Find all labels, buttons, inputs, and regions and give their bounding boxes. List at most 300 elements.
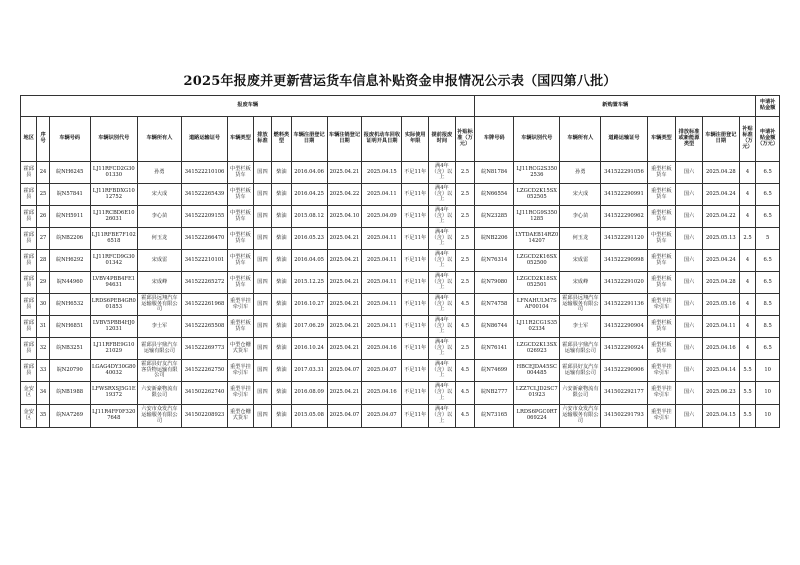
table-cell: 10 bbox=[756, 405, 780, 428]
table-cell: LZGCD2K16SX052500 bbox=[514, 250, 560, 272]
table-cell: 国六 bbox=[676, 250, 703, 272]
table-cell: 霍邱县好友汽车客货物运输有限公司 bbox=[137, 360, 181, 382]
table-cell: 5 bbox=[756, 228, 780, 250]
table-cell: 4.5 bbox=[455, 316, 475, 338]
table-cell: LVBV5PBB4HJ012031 bbox=[90, 316, 137, 338]
table-cell: 何玉龙 bbox=[560, 228, 601, 250]
table-cell: 满4年（含）以上 bbox=[429, 206, 456, 228]
table-cell: 2025.04.07 bbox=[327, 405, 362, 428]
table-cell: 6.5 bbox=[756, 184, 780, 206]
table-cell: 宋成峰 bbox=[137, 272, 181, 294]
table-cell: 341522262750 bbox=[181, 360, 227, 382]
table-cell: 2025.04.11 bbox=[362, 250, 402, 272]
table-cell: 2.5 bbox=[455, 184, 475, 206]
page-title: 2025年报废并更新营运货车信息补贴资金申报情况公示表（国四第八批） bbox=[183, 74, 617, 89]
column-header: 车辆所有人 bbox=[137, 117, 181, 162]
table-cell: 柴油 bbox=[272, 360, 291, 382]
column-header: 车辆所有人 bbox=[560, 117, 601, 162]
table-cell: 2025.04.21 bbox=[327, 250, 362, 272]
table-cell: 皖N76141 bbox=[475, 338, 514, 360]
table-cell: 2025.04.28 bbox=[702, 272, 739, 294]
table-cell: 重型半挂牵引车 bbox=[647, 360, 676, 382]
table-cell: 2016.10.27 bbox=[291, 294, 327, 316]
table-cell: 柴油 bbox=[272, 405, 291, 428]
table-cell: 国六 bbox=[676, 405, 703, 428]
table-cell: 2016.04.06 bbox=[291, 162, 327, 184]
table-cell: 皖N86744 bbox=[475, 316, 514, 338]
column-header: 车牌号码 bbox=[475, 117, 514, 162]
table-cell: 霍邱县宇鼎汽车运输有限公司 bbox=[137, 338, 181, 360]
column-header: 燃料类型 bbox=[272, 117, 291, 162]
table-cell: 柴油 bbox=[272, 338, 291, 360]
group-apply: 申请补贴金额 bbox=[756, 96, 780, 117]
table-cell: 柴油 bbox=[272, 184, 291, 206]
table-cell: 不足11年 bbox=[402, 272, 429, 294]
table-cell: 2025.04.21 bbox=[327, 316, 362, 338]
table-cell: 六安新豪物流有限公司 bbox=[137, 382, 181, 405]
table-cell: LYTDAEB14RZ014207 bbox=[514, 228, 560, 250]
table-cell: 宋大成 bbox=[560, 184, 601, 206]
table-cell: 2025.04.11 bbox=[362, 316, 402, 338]
table-cell: 皖N73165 bbox=[475, 405, 514, 428]
table-cell: 341522290962 bbox=[601, 206, 647, 228]
table-cell: LRDS6PEB4GR001853 bbox=[90, 294, 137, 316]
table-cell: 2025.04.15 bbox=[702, 405, 739, 428]
table-cell: 中型栏板货车 bbox=[228, 162, 254, 184]
table-cell: 341522269773 bbox=[181, 338, 227, 360]
table-row bbox=[21, 338, 780, 360]
table-cell: 10 bbox=[756, 382, 780, 405]
table-cell: 341522265272 bbox=[181, 272, 227, 294]
table-cell: 2025.04.11 bbox=[362, 272, 402, 294]
table-cell: 霍邱县 bbox=[21, 184, 37, 206]
table-cell: 2025.04.07 bbox=[327, 360, 362, 382]
table-cell: 国四 bbox=[253, 405, 271, 428]
table-cell: 霍邱县好友汽车运输有限公司 bbox=[560, 360, 601, 382]
table-cell: 2025.04.11 bbox=[702, 316, 739, 338]
table-cell: 2.5 bbox=[455, 228, 475, 250]
table-cell: 柴油 bbox=[272, 382, 291, 405]
table-cell: LZGCD2K13SX026923 bbox=[514, 338, 560, 360]
table-cell: LJ11RFBE9G1021029 bbox=[90, 338, 137, 360]
table-cell: 宋大成 bbox=[137, 184, 181, 206]
table-cell: 5.5 bbox=[739, 360, 755, 382]
column-header: 车辆注册登记日期 bbox=[702, 117, 739, 162]
table-cell: 24 bbox=[37, 162, 49, 184]
table-cell: 李心苗 bbox=[137, 206, 181, 228]
table-cell: 2025.04.21 bbox=[327, 162, 362, 184]
table-cell: 中型栏板货车 bbox=[228, 206, 254, 228]
table-cell: 孙勇 bbox=[137, 162, 181, 184]
table-cell: 4.5 bbox=[455, 405, 475, 428]
table-cell: 2015.08.12 bbox=[291, 206, 327, 228]
table-cell: 国四 bbox=[253, 184, 271, 206]
table-cell: LJ11RCG9S3501285 bbox=[514, 206, 560, 228]
table-cell: 国四 bbox=[253, 250, 271, 272]
table-cell: 皖N79080 bbox=[475, 272, 514, 294]
table-cell: 中型栏板货车 bbox=[647, 228, 676, 250]
table-cell: 不足11年 bbox=[402, 316, 429, 338]
table-cell: 重型栏板货车 bbox=[647, 250, 676, 272]
table-cell: 皖NH6292 bbox=[49, 250, 90, 272]
table-cell: 4 bbox=[739, 250, 755, 272]
table-cell: 不足11年 bbox=[402, 405, 429, 428]
table-cell: 皖N76314 bbox=[475, 250, 514, 272]
table-cell: 国四 bbox=[253, 338, 271, 360]
table-cell: 皖NH6245 bbox=[49, 162, 90, 184]
column-header: 地区 bbox=[21, 117, 37, 162]
table-cell: 341502292177 bbox=[601, 382, 647, 405]
table-cell: 国六 bbox=[676, 184, 703, 206]
table-cell: 2025.04.21 bbox=[327, 228, 362, 250]
table-cell: 2016.04.05 bbox=[291, 250, 327, 272]
table-cell: 满4年（含）以上 bbox=[429, 316, 456, 338]
table-cell: 30 bbox=[37, 294, 49, 316]
column-header: 车辆识别代号 bbox=[514, 117, 560, 162]
table-cell: 4.5 bbox=[455, 294, 475, 316]
table-cell: 2.5 bbox=[739, 228, 755, 250]
table-cell: 重型半挂牵引车 bbox=[647, 405, 676, 428]
table-cell: 柴油 bbox=[272, 316, 291, 338]
table-cell: 341522265439 bbox=[181, 184, 227, 206]
table-cell: 霍邱县宇鼎汽车运输有限公司 bbox=[560, 338, 601, 360]
table-cell: 柴油 bbox=[272, 228, 291, 250]
table-cell: 不足11年 bbox=[402, 250, 429, 272]
column-header: 排放标准 bbox=[253, 117, 271, 162]
table-cell: 国六 bbox=[676, 294, 703, 316]
table-cell: 2016.10.24 bbox=[291, 338, 327, 360]
table-cell: 金安区 bbox=[21, 405, 37, 428]
table-cell: 重型半挂牵引车 bbox=[228, 382, 254, 405]
table-cell: 2025.04.21 bbox=[327, 338, 362, 360]
table-cell: 2025.04.16 bbox=[362, 338, 402, 360]
table-cell: 皖NH6851 bbox=[49, 316, 90, 338]
table-cell: 六安市众发汽车运输服务有限公司 bbox=[560, 405, 601, 428]
table-cell: 国四 bbox=[253, 382, 271, 405]
table-cell: 341522266470 bbox=[181, 228, 227, 250]
table-cell: 六安新豪物流有限公司 bbox=[560, 382, 601, 405]
table-cell: 不足11年 bbox=[402, 184, 429, 206]
table-cell: 341522290998 bbox=[601, 250, 647, 272]
table-cell: 国四 bbox=[253, 206, 271, 228]
table-cell: 皖N23285 bbox=[475, 206, 514, 228]
table-cell: 重型半挂牵引车 bbox=[228, 294, 254, 316]
table-cell: 2025.04.24 bbox=[702, 184, 739, 206]
table-cell: 2025.05.16 bbox=[702, 294, 739, 316]
table-cell: 2025.04.07 bbox=[362, 405, 402, 428]
table-cell: 李心苗 bbox=[560, 206, 601, 228]
column-header: 补贴标准（万元） bbox=[739, 117, 755, 162]
table-cell: 皖N74758 bbox=[475, 294, 514, 316]
table-cell: 重型半挂牵引车 bbox=[647, 382, 676, 405]
table-cell: 4 bbox=[739, 294, 755, 316]
table-cell: 宋成雷 bbox=[560, 250, 601, 272]
table-cell: 2025.04.14 bbox=[702, 360, 739, 382]
table-cell: 341522290991 bbox=[601, 184, 647, 206]
table-cell: 2015.12.25 bbox=[291, 272, 327, 294]
table-cell: 满4年（含）以上 bbox=[429, 405, 456, 428]
table-cell: LGAG4DY30G8040032 bbox=[90, 360, 137, 382]
table-cell: 35 bbox=[37, 405, 49, 428]
table-cell: HBCEJDA45SC004485 bbox=[514, 360, 560, 382]
table-cell: 4 bbox=[739, 338, 755, 360]
table-cell: 341522291056 bbox=[601, 162, 647, 184]
table-cell: 341522209155 bbox=[181, 206, 227, 228]
table-cell: 8.5 bbox=[756, 316, 780, 338]
table-cell: LFWSRXSJ5G1E19372 bbox=[90, 382, 137, 405]
table-cell: 26 bbox=[37, 206, 49, 228]
table-cell: 2025.04.11 bbox=[362, 184, 402, 206]
table-cell: 霍邱县 bbox=[21, 294, 37, 316]
table-cell: 国六 bbox=[676, 316, 703, 338]
column-header: 车辆注册登记日期 bbox=[291, 117, 327, 162]
table-cell: 2017.03.31 bbox=[291, 360, 327, 382]
table-cell: 4 bbox=[739, 184, 755, 206]
table-cell: 2025.04.09 bbox=[362, 206, 402, 228]
column-header: 道路运输证号 bbox=[601, 117, 647, 162]
column-header: 提前报废时间 bbox=[429, 117, 456, 162]
column-header: 实际使用年限 bbox=[402, 117, 429, 162]
table-cell: 10 bbox=[756, 360, 780, 382]
table-row bbox=[21, 405, 780, 428]
table-cell: 2017.06.29 bbox=[291, 316, 327, 338]
table-cell: 重型半挂牵引车 bbox=[228, 360, 254, 382]
table-cell: 重型半挂牵引车 bbox=[647, 294, 676, 316]
table-cell: 341522210101 bbox=[181, 250, 227, 272]
table-cell: 4 bbox=[739, 316, 755, 338]
table-cell: 8.5 bbox=[756, 294, 780, 316]
table-cell: 34 bbox=[37, 382, 49, 405]
table-cell: 皖NB2206 bbox=[49, 228, 90, 250]
table-cell: LZGCD2K15SX052505 bbox=[514, 184, 560, 206]
table-cell: 2025.04.24 bbox=[702, 250, 739, 272]
table-cell: 2015.05.08 bbox=[291, 405, 327, 428]
table-cell: 341522261968 bbox=[181, 294, 227, 316]
table-cell: 2025.04.28 bbox=[702, 162, 739, 184]
table-cell: 2025.04.07 bbox=[362, 360, 402, 382]
table-cell: 2025.04.22 bbox=[702, 206, 739, 228]
table-cell: 皖NB1988 bbox=[49, 382, 90, 405]
table-cell: 2.5 bbox=[455, 272, 475, 294]
table-cell: 柴油 bbox=[272, 250, 291, 272]
table-cell: 6.5 bbox=[756, 162, 780, 184]
header-row bbox=[21, 117, 780, 162]
table-cell: 4.5 bbox=[455, 360, 475, 382]
table-row bbox=[21, 272, 780, 294]
table-cell: 国六 bbox=[676, 162, 703, 184]
table-cell: 2025.04.21 bbox=[327, 272, 362, 294]
table-cell: 4.5 bbox=[455, 382, 475, 405]
table-cell: 2025.04.21 bbox=[327, 294, 362, 316]
table-body bbox=[21, 162, 780, 428]
table-cell: 宋成雷 bbox=[137, 250, 181, 272]
table-cell: 重型仓栅式货车 bbox=[228, 405, 254, 428]
subsidy-table bbox=[20, 95, 780, 428]
table-cell: 国六 bbox=[676, 228, 703, 250]
table-cell: 重型栏板货车 bbox=[647, 316, 676, 338]
table-row bbox=[21, 162, 780, 184]
table-cell: 341522290904 bbox=[601, 316, 647, 338]
table-row bbox=[21, 250, 780, 272]
table-cell: 国六 bbox=[676, 382, 703, 405]
table-cell: 341502262740 bbox=[181, 382, 227, 405]
table-cell: 孙勇 bbox=[560, 162, 601, 184]
table-cell: 6.5 bbox=[756, 272, 780, 294]
table-cell: 341522290924 bbox=[601, 338, 647, 360]
table-cell: 霍邱县 bbox=[21, 250, 37, 272]
table-cell: 不足11年 bbox=[402, 294, 429, 316]
table-cell: LVBV4PBB4FE194631 bbox=[90, 272, 137, 294]
table-cell: 2025.04.16 bbox=[362, 382, 402, 405]
table-cell: 2025.04.15 bbox=[362, 162, 402, 184]
table-cell: 5.5 bbox=[739, 405, 755, 428]
table-cell: 4 bbox=[739, 162, 755, 184]
table-cell: 2025.05.13 bbox=[702, 228, 739, 250]
column-header: 道路运输证号 bbox=[181, 117, 227, 162]
table-cell: 满4年（含）以上 bbox=[429, 184, 456, 206]
group-new: 新购置车辆 bbox=[475, 96, 756, 117]
table-cell: LZGCD2K18SX052501 bbox=[514, 272, 560, 294]
table-cell: 国四 bbox=[253, 294, 271, 316]
table-cell: 341522265508 bbox=[181, 316, 227, 338]
table-cell: 霍邱县 bbox=[21, 338, 37, 360]
table-cell: 重型栏板货车 bbox=[647, 206, 676, 228]
table-cell: LFNAHULM7SAF00104 bbox=[514, 294, 560, 316]
table-cell: 国四 bbox=[253, 272, 271, 294]
group-scrap: 报废车辆 bbox=[21, 96, 475, 117]
table-cell: 柴油 bbox=[272, 162, 291, 184]
table-row bbox=[21, 206, 780, 228]
table-cell: 国六 bbox=[676, 360, 703, 382]
table-cell: LJ11RFCD9G3001342 bbox=[90, 250, 137, 272]
table-cell: 重型栏板货车 bbox=[647, 338, 676, 360]
table-cell: 满4年（含）以上 bbox=[429, 272, 456, 294]
table-cell: 国六 bbox=[676, 338, 703, 360]
table-cell: 皖NA7269 bbox=[49, 405, 90, 428]
column-header: 车辆号码 bbox=[49, 117, 90, 162]
table-cell: 5.5 bbox=[739, 382, 755, 405]
table-cell: 国四 bbox=[253, 228, 271, 250]
table-cell: 6.5 bbox=[756, 206, 780, 228]
table-row bbox=[21, 228, 780, 250]
table-cell: 皖NB2206 bbox=[475, 228, 514, 250]
table-cell: 国四 bbox=[253, 316, 271, 338]
table-cell: 柴油 bbox=[272, 272, 291, 294]
column-header: 车辆注销登记日期 bbox=[327, 117, 362, 162]
table-cell: 中型栏板货车 bbox=[228, 250, 254, 272]
table-cell: 满4年（含）以上 bbox=[429, 250, 456, 272]
table-cell: 2.5 bbox=[455, 338, 475, 360]
table-cell: 宋成峰 bbox=[560, 272, 601, 294]
table-cell: 重型栏板货车 bbox=[228, 316, 254, 338]
table-cell: 29 bbox=[37, 272, 49, 294]
table-cell: 341502208923 bbox=[181, 405, 227, 428]
column-header: 车辆识别代号 bbox=[90, 117, 137, 162]
table-cell: 中型仓栅式货车 bbox=[228, 338, 254, 360]
table-cell: 霍邱县 bbox=[21, 272, 37, 294]
table-cell: LJ11R4FF0F3207648 bbox=[90, 405, 137, 428]
table-cell: 2025.04.11 bbox=[362, 228, 402, 250]
table-cell: 6.5 bbox=[756, 338, 780, 360]
table-cell: LJ11R2CG1S3502334 bbox=[514, 316, 560, 338]
table-cell: 2.5 bbox=[455, 250, 475, 272]
table-cell: 中型栏板货车 bbox=[228, 184, 254, 206]
table-cell: 满4年（含）以上 bbox=[429, 228, 456, 250]
table-cell: 皖NB3251 bbox=[49, 338, 90, 360]
table-cell: 霍邱县远翔汽车运输服务有限公司 bbox=[137, 294, 181, 316]
table-cell: 2016.04.25 bbox=[291, 184, 327, 206]
table-cell: 中型栏板货车 bbox=[228, 272, 254, 294]
table-cell: 金安区 bbox=[21, 382, 37, 405]
table-cell: 霍邱县 bbox=[21, 206, 37, 228]
table-cell: LJ11RCBD6E1026031 bbox=[90, 206, 137, 228]
table-row bbox=[21, 316, 780, 338]
table-cell: 中型栏板货车 bbox=[228, 228, 254, 250]
table-cell: 重型栏板货车 bbox=[647, 162, 676, 184]
table-cell: 2016.08.09 bbox=[291, 382, 327, 405]
table-cell: 满4年（含）以上 bbox=[429, 162, 456, 184]
table-cell: 2.5 bbox=[455, 206, 475, 228]
table-cell: 341522291020 bbox=[601, 272, 647, 294]
table-cell: 341522210106 bbox=[181, 162, 227, 184]
table-cell: LZZ7CLJD2SC701923 bbox=[514, 382, 560, 405]
table-cell: 皖NH6532 bbox=[49, 294, 90, 316]
table-cell: 27 bbox=[37, 228, 49, 250]
table-cell: 重型栏板货车 bbox=[647, 272, 676, 294]
table-cell: 2025.04.21 bbox=[327, 382, 362, 405]
table-cell: 满4年（含）以上 bbox=[429, 360, 456, 382]
table-cell: 重型栏板货车 bbox=[647, 184, 676, 206]
table-cell: 霍邱县 bbox=[21, 316, 37, 338]
table-cell: 不足11年 bbox=[402, 360, 429, 382]
table-cell: 不足11年 bbox=[402, 228, 429, 250]
table-row bbox=[21, 360, 780, 382]
table-cell: 6.5 bbox=[756, 250, 780, 272]
table-cell: 皖N57841 bbox=[49, 184, 90, 206]
column-header: 车辆类型 bbox=[228, 117, 254, 162]
table-cell: 341522291120 bbox=[601, 228, 647, 250]
table-cell: 皖N74699 bbox=[475, 360, 514, 382]
table-cell: 341502291793 bbox=[601, 405, 647, 428]
table-cell: 不足11年 bbox=[402, 206, 429, 228]
table-cell: 李士军 bbox=[137, 316, 181, 338]
table-cell: 28 bbox=[37, 250, 49, 272]
table-cell: LJ11RFCD2G3001330 bbox=[90, 162, 137, 184]
table-cell: 满4年（含）以上 bbox=[429, 294, 456, 316]
table-cell: 国四 bbox=[253, 360, 271, 382]
table-cell: 2016.05.23 bbox=[291, 228, 327, 250]
table-cell: LJ11RFBDXG1012752 bbox=[90, 184, 137, 206]
table-row bbox=[21, 184, 780, 206]
table-cell: 2025.04.10 bbox=[327, 206, 362, 228]
table-cell: 341522291136 bbox=[601, 294, 647, 316]
column-header: 补贴标准（万元） bbox=[455, 117, 475, 162]
table-cell: LJ11RFBE7F1026518 bbox=[90, 228, 137, 250]
column-header: 序号 bbox=[37, 117, 49, 162]
table-cell: 4 bbox=[739, 272, 755, 294]
table-cell: 341522290906 bbox=[601, 360, 647, 382]
table-cell: 不足11年 bbox=[402, 162, 429, 184]
column-header: 申请补贴金额（万元） bbox=[756, 117, 780, 162]
table-cell: 李士军 bbox=[560, 316, 601, 338]
table-cell: 皖N44960 bbox=[49, 272, 90, 294]
table-cell: LRDS6PGC0RT069224 bbox=[514, 405, 560, 428]
table-cell: 满4年（含）以上 bbox=[429, 338, 456, 360]
table-cell: 4 bbox=[739, 206, 755, 228]
table-cell: 不足11年 bbox=[402, 382, 429, 405]
table-cell: 柴油 bbox=[272, 294, 291, 316]
table-cell: 25 bbox=[37, 184, 49, 206]
